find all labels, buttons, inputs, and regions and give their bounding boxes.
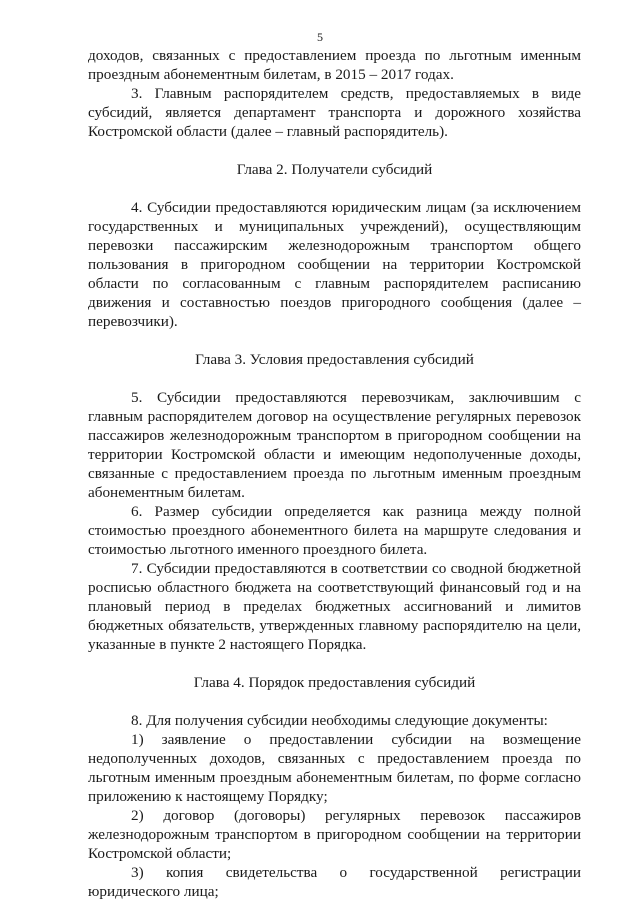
paragraph-3: 3. Главным распорядителем средств, предоставляемых в виде субсидий, является департамент транспорта и дорожного хозяйства Костромской области (далее – главный распорядитель). <box>88 85 581 140</box>
paragraph-8-item-3: 3) копия свидетельства о государственной регистрации юридического лица; <box>88 864 581 900</box>
paragraph-continuation: доходов, связанных с предоставлением проезда по льготным именным проездным абонементным билетам, в 2015 – 2017 годах. <box>88 47 581 83</box>
chapter-2-heading: Глава 2. Получатели субсидий <box>236 161 433 178</box>
paragraph-7: 7. Субсидии предоставляются в соответствии со сводной бюджетной росписью областного бюджета на соответствующий финансовый год и на плановый период в пределах бюджетных ассигнований и лимитов бюджетных обязательств, утвержденных главному распорядителю на цели, указанные в пункте 2 настоящего Порядка. <box>88 560 581 653</box>
document-body <box>88 46 581 901</box>
paragraph-8: 8. Для получения субсидии необходимы следующие документы: <box>131 712 548 729</box>
page-number: 5 <box>317 30 323 44</box>
paragraph-5: 5. Субсидии предоставляются перевозчикам, заключившим с главным распорядителем договор на осуществление регулярных перевозок пассажиров железнодорожным транспортом в пригородном сообщении на территории Костромской области и имеющим недополученные доходы, связанные с предоставлением проезда по льготным именным проездным абонементным билетам. <box>88 389 581 501</box>
paragraph-6: 6. Размер субсидии определяется как разница между полной стоимостью проездного абонементного билета на маршруте следования и стоимостью льготного именного проездного билета. <box>88 503 581 558</box>
paragraph-8-item-1: 1) заявление о предоставлении субсидии на возмещение недополученных доходов, связанных с предоставлением проезда по льготным именным проездным абонементным билетам, по форме согласно приложению к настоящему Порядку; <box>88 731 581 805</box>
paragraph-4: 4. Субсидии предоставляются юридическим лицам (за исключением государственных и муниципальных учреждений), осуществляющим перевозки пассажирским железнодорожным транспортом общего пользования в пригородном сообщении на территории Костромской области по согласованным с главным распорядителем расписанию движения и составностью поездов пригородного сообщения (далее – перевозчики). <box>88 199 581 330</box>
paragraph-8-item-2: 2) договор (договоры) регулярных перевозок пассажиров железнодорожным транспортом в пригородном сообщении на территории Костромской области; <box>88 807 581 862</box>
chapter-3-heading: Глава 3. Условия предоставления субсидий <box>195 351 474 368</box>
chapter-4-heading: Глава 4. Порядок предоставления субсидий <box>193 674 476 691</box>
